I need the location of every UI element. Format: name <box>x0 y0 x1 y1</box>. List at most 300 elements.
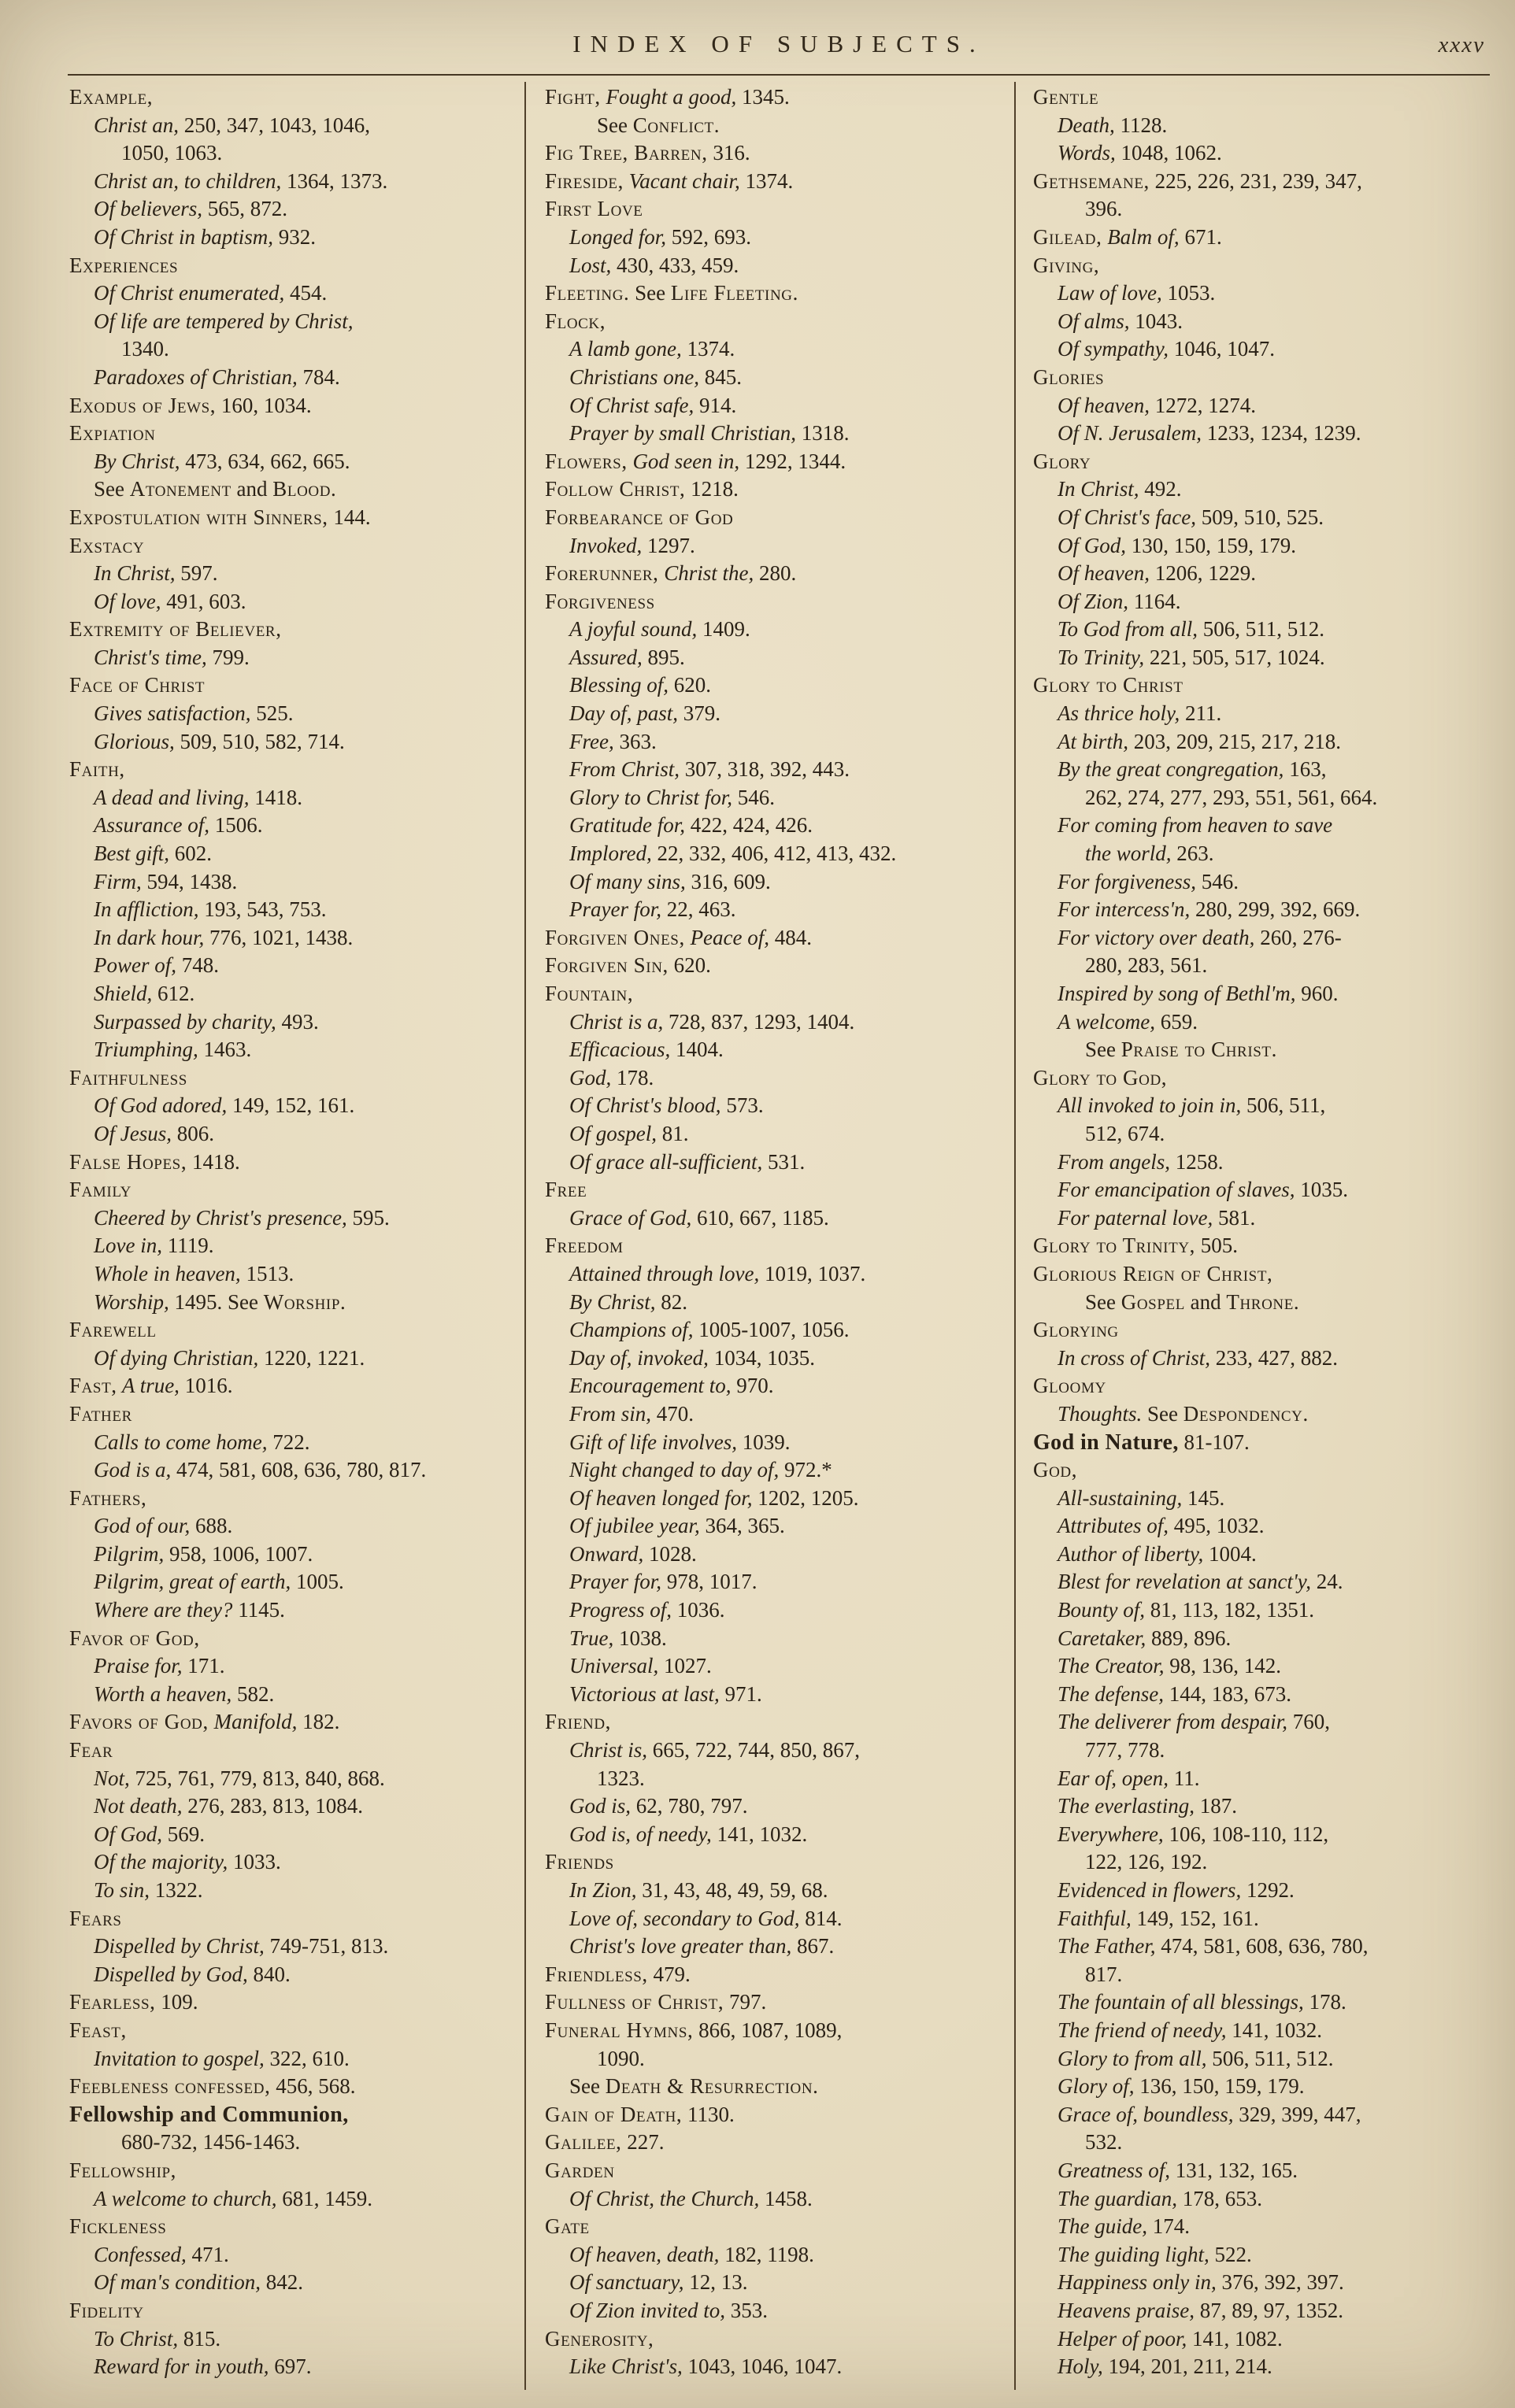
index-heading-text: Fight, <box>545 85 601 109</box>
index-entry-text: 1322. <box>150 1878 203 1902</box>
index-entry-text: See <box>569 2074 606 2099</box>
index-entry-text: See <box>1085 1038 1121 1062</box>
index-line <box>69 1372 520 1400</box>
index-entry-text: Attained through love, <box>569 1261 760 1285</box>
index-entry-text: 797. <box>724 1990 767 2014</box>
index-line <box>1033 420 1488 448</box>
index-line <box>69 1652 520 1681</box>
index-line <box>1033 392 1488 420</box>
index-entry-text: 193, 543, 753. <box>198 897 327 922</box>
index-entry-text: 182, 1198. <box>719 2242 814 2266</box>
index-line <box>545 868 1009 897</box>
index-line <box>1033 1036 1488 1064</box>
index-entry-text: 595. <box>346 1205 390 1230</box>
index-line <box>1033 1512 1488 1541</box>
index-heading-text: Feebleness confessed, <box>69 2074 271 2099</box>
index-entry-text: A true, <box>117 1374 180 1398</box>
index-line <box>1033 1568 1488 1596</box>
index-entry-text: 1463. <box>198 1038 252 1062</box>
index-entry-text: Of Christ's blood, <box>569 1093 721 1118</box>
index-heading-text: Worship. <box>263 1289 346 1314</box>
index-line <box>545 1149 1009 1177</box>
index-entry-text: God is a, <box>94 1458 172 1482</box>
index-entry-text: 250, 347, 1043, 1046, <box>179 113 371 137</box>
index-entry-text: Prayer for, <box>569 1570 661 1594</box>
index-heading-text: Gethsemane, <box>1033 168 1150 193</box>
index-line <box>69 2241 520 2269</box>
index-entry-text: A joyful sound, <box>569 617 698 642</box>
index-entry-text: 748. <box>176 953 219 978</box>
index-entry-text: 174. <box>1147 2214 1190 2239</box>
index-entry-text: 697. <box>269 2354 312 2379</box>
index-entry-text: In dark hour, <box>94 925 205 949</box>
index-entry-text: Fought a good, <box>600 85 737 109</box>
index-entry-text: God of our, <box>94 1514 191 1538</box>
index-heading-text: False Hopes, <box>69 1149 187 1174</box>
index-heading-text: Expostulation with Sinners, <box>69 505 328 529</box>
index-heading-text: Forerunner, <box>545 561 659 586</box>
index-entry-text: The fountain of all blessings, <box>1058 1990 1304 2014</box>
index-line <box>69 420 520 448</box>
index-heading-text: Expiation <box>69 421 156 446</box>
index-entry-text: Praise for, <box>94 1654 183 1678</box>
index-entry-text: 971. <box>719 1681 762 1706</box>
index-entry-text: 495, 1032. <box>1169 1514 1265 1538</box>
index-line <box>69 335 520 364</box>
index-entry-text: 225, 226, 231, 239, 347, <box>1149 168 1362 193</box>
index-entry-text: Everywhere, <box>1058 1822 1164 1846</box>
index-entry-text: 1233, 1234, 1239. <box>1201 421 1361 446</box>
index-entry-text: 178. <box>1303 1990 1346 2014</box>
index-entry-text: Of Jesus, <box>94 1121 172 1145</box>
index-entry-text: 22, 463. <box>661 897 736 922</box>
index-line <box>1033 1064 1488 1093</box>
index-line <box>545 2101 1009 2129</box>
index-line <box>545 1260 1009 1289</box>
index-line <box>69 1596 520 1625</box>
index-line <box>545 1737 1009 1765</box>
index-line <box>1033 1821 1488 1849</box>
index-line <box>69 392 520 420</box>
index-entry-text: In Christ, <box>1058 477 1139 501</box>
index-line <box>545 756 1009 784</box>
index-line <box>1033 2325 1488 2354</box>
index-line <box>1033 1877 1488 1905</box>
index-entry-text: 98, 136, 142. <box>1164 1654 1282 1678</box>
running-head <box>69 30 1488 65</box>
index-line <box>69 2073 520 2101</box>
index-entry-text: In Christ, <box>94 561 176 586</box>
index-entry-text: 895. <box>642 645 685 669</box>
index-entry-text: 1048, 1062. <box>1115 141 1222 165</box>
index-entry-text: The deliverer from despair, <box>1058 1710 1287 1734</box>
index-line <box>69 728 520 756</box>
index-entry-text: Words, <box>1058 141 1116 165</box>
index-line <box>69 1568 520 1596</box>
index-entry-text: 1027. <box>658 1654 712 1678</box>
index-entry-text: 960. <box>1295 982 1339 1005</box>
index-heading-text: Exstacy <box>69 533 145 557</box>
index-entry-text: Of grace all-sufficient, <box>569 1149 763 1174</box>
index-line <box>69 364 520 392</box>
page-title: INDEX OF SUBJECTS. <box>572 30 985 57</box>
index-entry-text: From sin, <box>569 1401 652 1426</box>
index-entry-text: Glorious, <box>94 729 175 753</box>
index-entry-text: 1039. <box>736 1430 791 1454</box>
index-entry-text: 970. <box>731 1374 774 1398</box>
index-line <box>69 2269 520 2297</box>
index-line <box>69 952 520 980</box>
index-entry-text: 569. <box>162 1822 205 1846</box>
index-line <box>1033 1596 1488 1625</box>
index-entry-text: Champions of, <box>569 1318 694 1342</box>
index-line <box>69 2325 520 2354</box>
index-entry-text: Christ is, <box>569 1738 648 1763</box>
index-line <box>545 1372 1009 1400</box>
index-entry-text: 1458. <box>759 2186 813 2210</box>
index-entry-text: Grace of God, <box>569 1205 692 1230</box>
index-entry-text: 227. <box>621 2130 665 2155</box>
index-line <box>1033 1737 1488 1765</box>
index-line <box>69 1933 520 1961</box>
index-heading-text: Death & Resurrection. <box>605 2074 819 2099</box>
index-entry-text: 31, 43, 48, 49, 59, 68. <box>636 1878 828 1902</box>
index-entry-text: All-sustaining, <box>1058 1485 1183 1510</box>
index-entry-text: 1043. <box>1129 309 1183 333</box>
index-heading-text: Glories <box>1033 364 1105 389</box>
index-entry-text: Not, <box>94 1766 130 1790</box>
index-entry-text: Power of, <box>94 953 176 978</box>
index-entry-text: God in Nature, <box>1033 1430 1179 1455</box>
index-line <box>69 448 520 476</box>
index-entry-text: 594, 1438. <box>141 869 238 893</box>
index-line <box>69 2045 520 2073</box>
index-entry-text: 280, 299, 392, 669. <box>1190 897 1361 922</box>
index-line <box>69 224 520 252</box>
index-line <box>545 168 1009 196</box>
index-entry-text: 760, <box>1287 1710 1330 1734</box>
index-entry-text: 722. <box>267 1430 310 1454</box>
index-entry-text: 612. <box>152 982 195 1005</box>
index-entry-text: 1028. <box>643 1541 697 1566</box>
index-entry-text: 260, 276- <box>1254 925 1342 949</box>
index-heading-text: Example, <box>69 85 154 109</box>
index-line <box>69 1400 520 1429</box>
index-entry-text: God is, <box>569 1794 632 1818</box>
index-entry-text: Of Christ, the Church, <box>569 2186 760 2210</box>
index-line <box>545 2269 1009 2297</box>
index-line <box>545 1400 1009 1429</box>
index-line <box>545 896 1009 924</box>
index-entry-text: Of God, <box>1058 533 1126 557</box>
index-entry-text: 597. <box>175 561 218 586</box>
index-line <box>1033 279 1488 308</box>
index-entry-text: 845. <box>699 364 743 389</box>
index-entry-text: God seen in, <box>627 449 740 473</box>
index-entry-text: 1418. <box>187 1149 240 1174</box>
index-entry-text: 546. <box>732 785 776 809</box>
index-line <box>545 728 1009 756</box>
index-entry-text: Christians one, <box>569 364 700 389</box>
index-heading-text: Glorying <box>1033 1318 1119 1342</box>
index-entry-text: Of gospel, <box>569 1121 657 1145</box>
index-entry-text: 194, 201, 211, 214. <box>1102 2354 1272 2379</box>
index-entry-text: Day of, invoked, <box>569 1345 709 1370</box>
index-entry-text: 492. <box>1139 477 1182 501</box>
index-entry-text: 1145. <box>232 1598 285 1622</box>
index-line <box>69 139 520 168</box>
index-column-3 <box>1033 83 1488 2381</box>
index-heading-text: Fearless, <box>69 1990 156 2014</box>
index-entry-text: Of Zion, <box>1058 589 1129 613</box>
index-entry-text: 136, 150, 159, 179. <box>1134 2074 1305 2099</box>
index-entry-text: 484. <box>769 925 813 949</box>
index-entry-text: Where are they? <box>94 1598 233 1622</box>
index-entry-text: Author of liberty, <box>1058 1541 1204 1566</box>
index-entry-text: Confessed, <box>94 2242 187 2266</box>
index-line <box>545 1232 1009 1260</box>
index-entry-text: For forgiveness, <box>1058 869 1196 893</box>
index-entry-text: Encouragement to, <box>569 1374 732 1398</box>
index-entry-text: 203, 209, 215, 217, 218. <box>1128 729 1342 753</box>
index-line <box>69 2101 520 2129</box>
index-entry-text: From angels, <box>1058 1149 1170 1174</box>
index-line <box>69 980 520 1008</box>
index-entry-text: To Christ, <box>94 2326 179 2351</box>
index-line <box>1033 784 1488 812</box>
index-entry-text: 582. <box>232 1681 275 1706</box>
index-line <box>545 1681 1009 1709</box>
index-line <box>545 2073 1009 2101</box>
index-entry-text: The guide, <box>1058 2214 1147 2239</box>
index-entry-text: 1016. <box>179 1374 233 1398</box>
index-heading-text: Favor of God, <box>69 1626 200 1650</box>
index-entry-text: By the great congregation, <box>1058 757 1284 782</box>
index-line <box>1033 2017 1488 2045</box>
index-entry-text: 493. <box>276 1009 319 1034</box>
index-entry-text: 178, 653. <box>1177 2186 1263 2210</box>
index-line <box>1033 168 1488 196</box>
index-entry-text: 512, 674. <box>1085 1121 1165 1145</box>
index-entry-text: See <box>629 281 671 305</box>
index-entry-text: A welcome, <box>1058 1009 1155 1034</box>
index-entry-text: 149, 152, 161. <box>227 1093 355 1118</box>
index-heading-text: Follow Christ, <box>545 477 686 501</box>
index-entry-text: Of jubilee year, <box>569 1514 700 1538</box>
index-entry-text: Of Christ safe, <box>569 393 695 417</box>
index-entry-text: 1033. <box>228 1850 281 1874</box>
index-line <box>545 252 1009 280</box>
index-entry-text: Not death, <box>94 1794 183 1818</box>
index-entry-text: Dispelled by Christ, <box>94 1934 265 1959</box>
index-line <box>69 1988 520 2017</box>
index-line <box>545 532 1009 560</box>
index-line <box>1033 1008 1488 1037</box>
index-heading-text: Gentle <box>1033 85 1099 109</box>
index-line <box>545 1961 1009 1989</box>
index-entry-text: See <box>94 477 130 501</box>
index-line <box>69 868 520 897</box>
index-entry-text: Worth a heaven, <box>94 1681 232 1706</box>
index-entry-text: 506, 511, <box>1241 1093 1326 1118</box>
index-line <box>69 1176 520 1204</box>
index-entry-text: 491, 603. <box>161 589 246 613</box>
index-entry-text: Ear of, open, <box>1058 1766 1169 1790</box>
index-line <box>69 1708 520 1737</box>
index-entry-text: Love in, <box>94 1234 162 1258</box>
index-heading-text: Favors of God, <box>69 1710 209 1734</box>
index-entry-text: Of sanctuary, <box>569 2270 684 2295</box>
index-entry-text: Faithful, <box>1058 1906 1132 1930</box>
index-line <box>69 1149 520 1177</box>
index-entry-text: 1005. <box>291 1570 344 1594</box>
index-entry-text: 221, 505, 517, 1024. <box>1144 645 1325 669</box>
index-line <box>69 812 520 840</box>
index-entry-text: 546. <box>1195 869 1239 893</box>
index-line <box>69 2353 520 2381</box>
index-line <box>545 2325 1009 2354</box>
index-entry-text: 1090. <box>597 2046 645 2070</box>
index-line <box>545 1792 1009 1821</box>
index-heading-text: Exodus of Jews, <box>69 393 217 417</box>
index-line <box>1033 335 1488 364</box>
index-entry-text: Law of love, <box>1058 281 1162 305</box>
index-entry-text: For emancipation of slaves, <box>1058 1178 1295 1202</box>
index-heading-text: Atonement <box>129 477 232 501</box>
index-heading-text: Flowers, <box>545 449 628 473</box>
index-line <box>69 2213 520 2241</box>
index-entry-text: A welcome to church, <box>94 2186 277 2210</box>
index-line <box>69 2017 520 2045</box>
index-heading-text: Family <box>69 1178 131 1202</box>
index-entry-text: Glory to Christ for, <box>569 785 733 809</box>
index-entry-text: 506, 511, 512. <box>1198 617 1325 642</box>
index-entry-text: 1292, 1344. <box>739 449 846 473</box>
index-entry-text: Implored, <box>569 842 652 866</box>
index-entry-text: Of heaven, <box>1058 561 1150 586</box>
index-entry-text: By Christ, <box>569 1289 656 1314</box>
index-line <box>1033 616 1488 644</box>
index-line <box>69 1737 520 1765</box>
index-line <box>1033 2241 1488 2269</box>
index-entry-text: 681, 1459. <box>276 2186 372 2210</box>
index-line <box>545 671 1009 700</box>
index-entry-text: Efficacious, <box>569 1038 671 1062</box>
index-line <box>1033 1176 1488 1204</box>
index-line <box>69 1456 520 1485</box>
index-line <box>545 83 1009 112</box>
index-entry-text: A lamb gone, <box>569 337 682 361</box>
index-line <box>1033 2129 1488 2157</box>
index-entry-text: 82. <box>655 1289 688 1314</box>
index-heading-text: Fullness of Christ, <box>545 1990 724 2014</box>
index-entry-text: 914. <box>694 393 737 417</box>
index-entry-text: 659. <box>1154 1009 1198 1034</box>
index-entry-text: Victorious at last, <box>569 1681 720 1706</box>
index-entry-text: 316. <box>707 141 750 165</box>
index-heading-text: Fountain, <box>545 982 634 1005</box>
index-line <box>1033 1933 1488 1961</box>
index-column-2 <box>545 83 1009 2381</box>
index-entry-text: For intercess'n, <box>1058 897 1191 922</box>
index-entry-text: 866, 1087, 1089, <box>693 2018 843 2042</box>
index-entry-text: Surpassed by charity, <box>94 1009 276 1034</box>
index-entry-text: Of heaven, death, <box>569 2242 720 2266</box>
index-entry-text: 81. <box>657 1121 689 1145</box>
index-line <box>545 560 1009 588</box>
index-line <box>545 1568 1009 1596</box>
index-line <box>1033 868 1488 897</box>
index-entry-text: 972.* <box>779 1458 832 1482</box>
index-entry-text: All invoked to join in, <box>1058 1093 1242 1118</box>
index-entry-text: 211. <box>1180 701 1222 726</box>
index-heading-text: Throne. <box>1226 1289 1300 1314</box>
index-entry-text: 958, 1006, 1007. <box>164 1541 313 1566</box>
index-line <box>69 1092 520 1120</box>
index-line <box>1033 2353 1488 2381</box>
index-line <box>545 420 1009 448</box>
index-entry-text: 505. <box>1195 1234 1238 1258</box>
index-heading-text: Gilead, <box>1033 224 1102 249</box>
index-line <box>545 1988 1009 2017</box>
index-entry-text: Inspired by song of Bethl'm, <box>1058 982 1296 1005</box>
index-entry-text: Pilgrim, great of earth, <box>94 1570 291 1594</box>
index-entry-text: Death, <box>1058 113 1115 137</box>
index-line <box>1033 1961 1488 1989</box>
index-line <box>545 2157 1009 2185</box>
index-line <box>1033 924 1488 952</box>
index-heading-text: Gate <box>545 2214 590 2239</box>
index-entry-text: Bounty of, <box>1058 1598 1145 1622</box>
index-entry-text: 531. <box>762 1149 806 1174</box>
index-entry-text: In Zion, <box>569 1878 637 1902</box>
index-line <box>69 279 520 308</box>
index-entry-text: 776, 1021, 1438. <box>204 925 354 949</box>
index-entry-text: Paradoxes of Christian, <box>94 364 298 389</box>
index-heading-text: Friends <box>545 1850 614 1874</box>
index-heading-text: Fast, <box>69 1374 117 1398</box>
index-line <box>545 1877 1009 1905</box>
index-entry-text: The Creator, <box>1058 1654 1165 1678</box>
index-line <box>545 1541 1009 1569</box>
index-line <box>545 1036 1009 1064</box>
index-heading-text: God, <box>1033 1458 1078 1482</box>
index-entry-text: To sin, <box>94 1878 150 1902</box>
index-entry-text: 1409. <box>697 617 750 642</box>
index-entry-text: Free, <box>569 729 614 753</box>
index-entry-text: Whole in heaven, <box>94 1261 241 1285</box>
index-entry-text: Helper of poor, <box>1058 2326 1187 2351</box>
index-line <box>1033 308 1488 336</box>
index-entry-text: Of life are tempered by Christ, <box>94 309 354 333</box>
index-entry-text: 1292. <box>1241 1878 1295 1902</box>
header-rule <box>68 74 1490 76</box>
index-line <box>1033 1400 1488 1429</box>
index-entry-text: Christ an, <box>94 113 180 137</box>
index-line <box>69 252 520 280</box>
index-entry-text: Fellowship and Communion, <box>69 2102 349 2127</box>
index-heading-text: Fickleness <box>69 2214 167 2239</box>
index-entry-text: True, <box>569 1626 614 1650</box>
index-entry-text: Of sympathy, <box>1058 337 1169 361</box>
index-entry-text: 263. <box>1171 842 1214 866</box>
index-heading-text: Glorious Reign of Christ, <box>1033 1261 1273 1285</box>
index-entry-text: 122, 126, 192. <box>1085 1850 1208 1874</box>
index-line <box>1033 2157 1488 2185</box>
index-entry-text: 474, 581, 608, 636, 780, <box>1155 1934 1369 1959</box>
index-entry-text: 565, 872. <box>202 197 287 221</box>
index-line <box>545 616 1009 644</box>
